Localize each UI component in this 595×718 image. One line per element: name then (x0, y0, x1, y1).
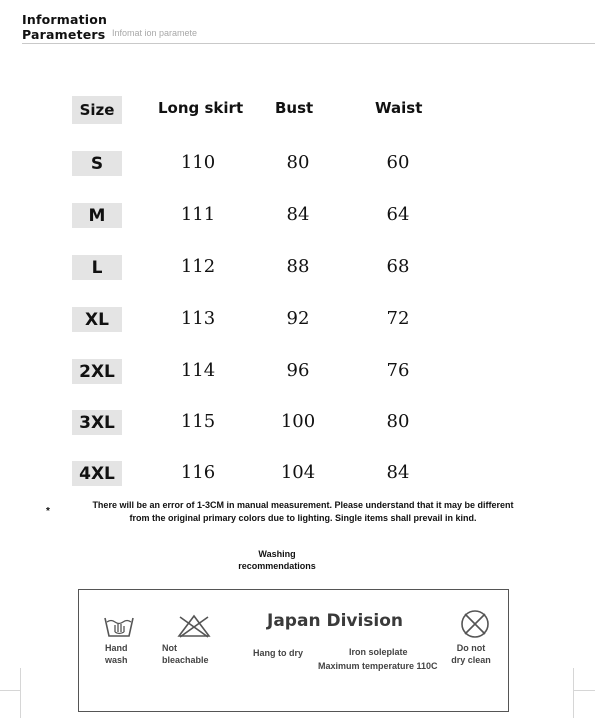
washing-title-line: Washing (258, 549, 296, 559)
bust-value: 100 (280, 411, 316, 432)
crop-mark (573, 668, 574, 718)
long-skirt-value: 115 (180, 411, 216, 432)
long-skirt-value: 116 (180, 462, 216, 483)
page-title (22, 12, 107, 42)
hand-wash-label-line: Hand (105, 643, 128, 653)
column-header-waist: Waist (375, 99, 423, 117)
note-line: from the original primary colors due to lighting. Single items shall prevail in kind. (129, 512, 477, 523)
bust-value: 92 (286, 308, 310, 329)
waist-value: 84 (386, 462, 410, 483)
size-cell: 3XL (72, 410, 122, 435)
no-dry-clean-label (451, 642, 491, 666)
header-divider (22, 43, 595, 44)
long-skirt-value: 114 (180, 360, 216, 381)
no-dry-clean-label-line: dry clean (451, 655, 491, 665)
size-table (72, 96, 472, 496)
size-cell: 4XL (72, 461, 122, 486)
washing-title (220, 548, 334, 572)
not-bleachable-label-line: Not (162, 643, 177, 653)
no-dry-clean-icon (460, 609, 490, 639)
bust-value: 80 (286, 152, 310, 173)
crop-mark (0, 690, 20, 691)
size-cell: 2XL (72, 359, 122, 384)
brand-name: Japan Division (267, 611, 404, 631)
size-cell: S (72, 151, 122, 176)
iron-temperature-label: Maximum temperature 110C (318, 661, 438, 671)
waist-value: 80 (386, 411, 410, 432)
hand-wash-icon (103, 614, 135, 638)
iron-label: Iron soleplate (349, 647, 408, 657)
bust-value: 88 (286, 256, 310, 277)
waist-value: 76 (386, 360, 410, 381)
long-skirt-value: 110 (180, 152, 216, 173)
long-skirt-value: 112 (180, 256, 216, 277)
bust-value: 84 (286, 204, 310, 225)
washing-box (78, 589, 509, 712)
page-subtitle: Infomat ion paramete (112, 28, 198, 38)
measurement-note (60, 499, 546, 524)
bust-value: 104 (280, 462, 316, 483)
size-cell: XL (72, 307, 122, 332)
washing-title-line: recommendations (238, 561, 316, 571)
note-line: There will be an error of 1-3CM in manual measurement. Please understand that it may be different (92, 500, 514, 510)
no-bleach-icon (177, 614, 211, 638)
column-header-long-skirt: Long skirt (158, 99, 244, 117)
waist-value: 60 (386, 152, 410, 173)
crop-mark (573, 690, 595, 691)
column-header-size: Size (72, 96, 122, 124)
waist-value: 64 (386, 204, 410, 225)
column-header-bust: Bust (275, 99, 314, 117)
not-bleachable-label (162, 642, 209, 666)
waist-value: 72 (386, 308, 410, 329)
long-skirt-value: 111 (180, 204, 216, 225)
long-skirt-value: 113 (180, 308, 216, 329)
size-cell: L (72, 255, 122, 280)
crop-mark (20, 668, 21, 718)
no-dry-clean-label-line: Do not (456, 643, 486, 653)
hand-wash-label-line: wash (105, 655, 128, 665)
hang-to-dry-label: Hang to dry (253, 648, 304, 658)
size-cell: M (72, 203, 122, 228)
not-bleachable-label-line: bleachable (162, 655, 209, 665)
bust-value: 96 (286, 360, 310, 381)
hand-wash-label (105, 642, 128, 666)
note-marker: * (46, 506, 50, 517)
waist-value: 68 (386, 256, 410, 277)
page-title-line: Information Parameters (22, 12, 108, 42)
